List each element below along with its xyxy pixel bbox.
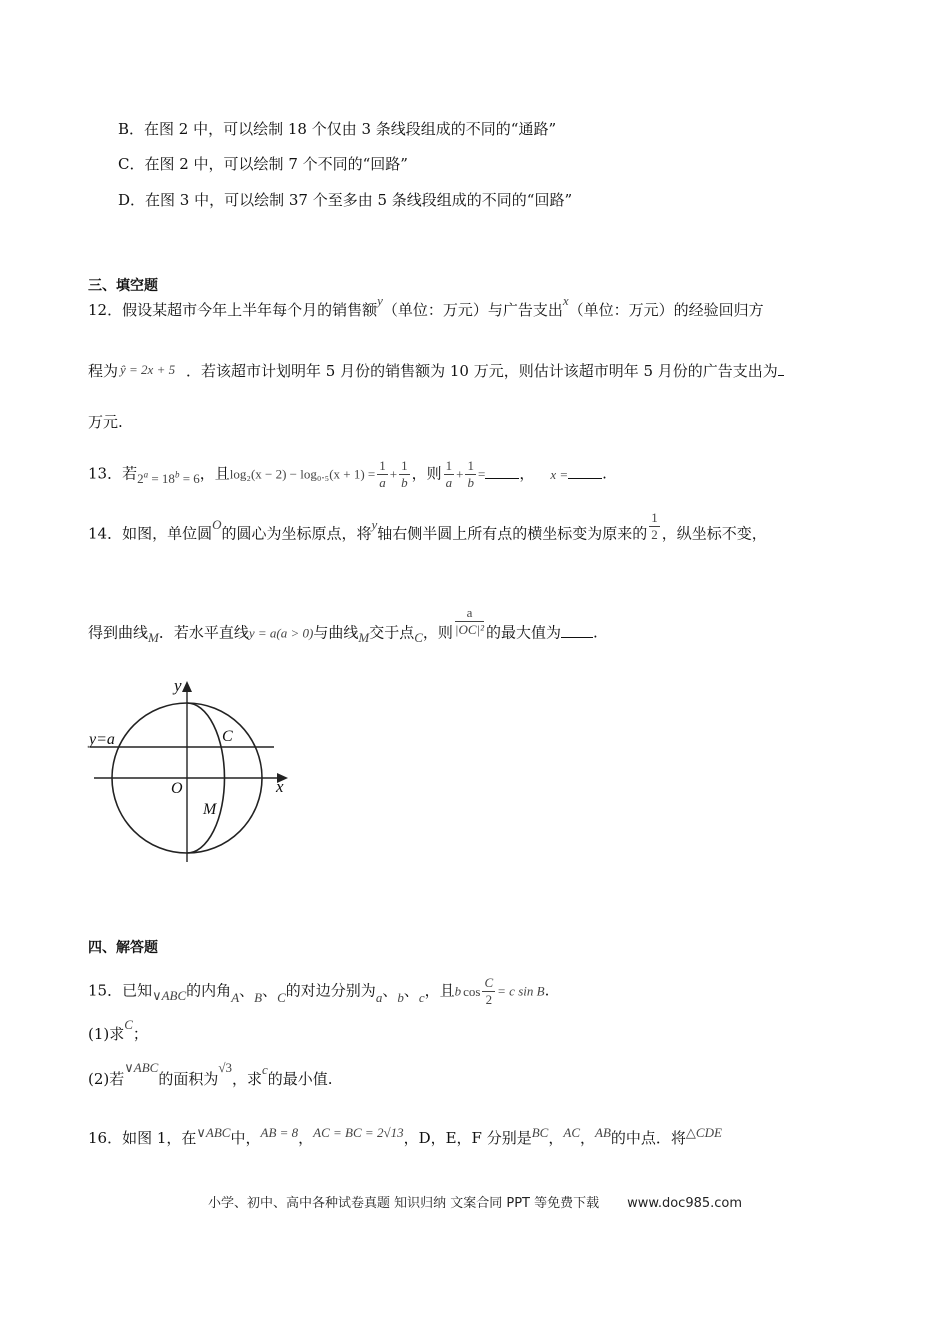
footer-link[interactable]: www.doc985.com (627, 1196, 743, 1211)
option-d: D．在图 3 中，可以绘制 37 个至多由 5 条线段组成的不同的“回路” (118, 191, 573, 209)
q15-part1: (1)求C； (88, 1017, 148, 1043)
y-axis-label: y (174, 676, 182, 695)
footer (0, 1192, 950, 1211)
q13-answer-blank-2 (568, 464, 602, 479)
q15-line: 15．已知∨ABC的内角A、B、C的对边分别为a、b、c，且b cos $\frac{C}{2}$ = c sin B. (88, 975, 550, 1007)
section-answer-title: 四、解答题 (88, 940, 158, 956)
q12-answer-blank (778, 361, 784, 376)
point-c-label: C (222, 728, 233, 745)
q12-line2: 程为 ŷ = 2x + 5 ．若该超市计划明年 5 月份的销售额为 10 万元，则估计该超市明年 5 月份的广告支出为 (88, 361, 784, 381)
line-label: y=a (89, 731, 115, 748)
q13-answer-blank-1 (485, 464, 519, 479)
q12-line1: 12．假设某超市今年上半年每个月的销售额y（单位：万元）与广告支出x（单位：万元）的经验回归方 (88, 293, 764, 319)
section-fill-in-title: 三、填空题 (88, 278, 158, 294)
q16-line: 16．如图 1，在∨ABC中，AB = 8，AC = BC = 2√13，D，E，F 分别是BC，AC，AB的中点．将△CDE (88, 1125, 722, 1147)
q14-line1: 14．如图，单位圆O的圆心为坐标原点，将y轴右侧半圆上所有点的横坐标变为原来的 $\frac{1}{2}$ ，纵坐标不变， (88, 510, 767, 543)
curve-m-label: M (203, 801, 217, 818)
x-axis-label: x (276, 777, 284, 796)
footer-text: 小学、初中、高中各种试卷真题 知识归纳 文案合同 PPT 等免费下载 (207, 1196, 600, 1211)
y-axis-arrow (182, 681, 192, 692)
q13-line: 13．若$2^a = 18^b = 6$，且log₂(x − 2) − log₀.₅(x + 1) = $\frac{1}{a}$ + $\frac{1}{b}$ ，则 $\frac{1}{a}$ + $\frac{1}{b}$ = ， x = . (88, 458, 607, 490)
option-c: C．在图 2 中，可以绘制 7 个不同的“回路” (118, 155, 408, 173)
q14-answer-blank (561, 623, 593, 638)
q14-line2: 得到曲线M．若水平直线y = a(a > 0)与曲线M交于点C，则 $\frac{a}{\text{|OC|²}}$ 的最大值为 . (88, 605, 598, 645)
q15-part2: (2)若∨ABC的面积为√3，求c的最小值. (88, 1060, 333, 1088)
origin-label: O (171, 780, 183, 797)
q12-line3: 万元. (88, 413, 123, 431)
unit-circle-figure (86, 672, 296, 870)
option-b: B．在图 2 中，可以绘制 18 个仅由 3 条线段组成的不同的“通路” (118, 120, 557, 138)
regression-equation: ŷ = 2x + 5 (120, 362, 176, 377)
